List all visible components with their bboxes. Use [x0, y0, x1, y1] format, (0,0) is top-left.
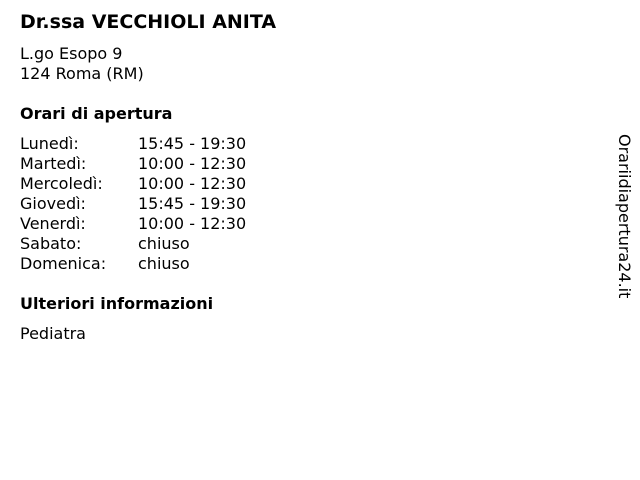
watermark-text: Orariidiapertura24.it [615, 134, 634, 299]
day-label: Mercoledì: [20, 174, 103, 193]
additional-info-heading: Ulteriori informazioni [20, 294, 214, 313]
time-value: 10:00 - 12:30 [138, 174, 247, 193]
day-label: Domenica: [20, 254, 107, 273]
time-value: 15:45 - 19:30 [138, 194, 247, 213]
time-value: chiuso [138, 234, 190, 253]
city-address: 124 Roma (RM) [20, 64, 144, 83]
time-value: 15:45 - 19:30 [138, 134, 247, 153]
time-value: 10:00 - 12:30 [138, 214, 247, 233]
day-label: Sabato: [20, 234, 82, 253]
address [20, 44, 144, 84]
street-address: L.go Esopo 9 [20, 44, 123, 63]
opening-hours-heading: Orari di apertura [20, 104, 173, 123]
day-label: Venerdì: [20, 214, 86, 233]
day-label: Martedì: [20, 154, 87, 173]
site-watermark [612, 134, 636, 334]
page-title: Dr.ssa VECCHIOLI ANITA [20, 11, 277, 33]
time-value: chiuso [138, 254, 190, 273]
time-value: 10:00 - 12:30 [138, 154, 247, 173]
additional-info-text: Pediatra [20, 324, 86, 343]
day-label: Giovedì: [20, 194, 86, 213]
day-label: Lunedì: [20, 134, 79, 153]
